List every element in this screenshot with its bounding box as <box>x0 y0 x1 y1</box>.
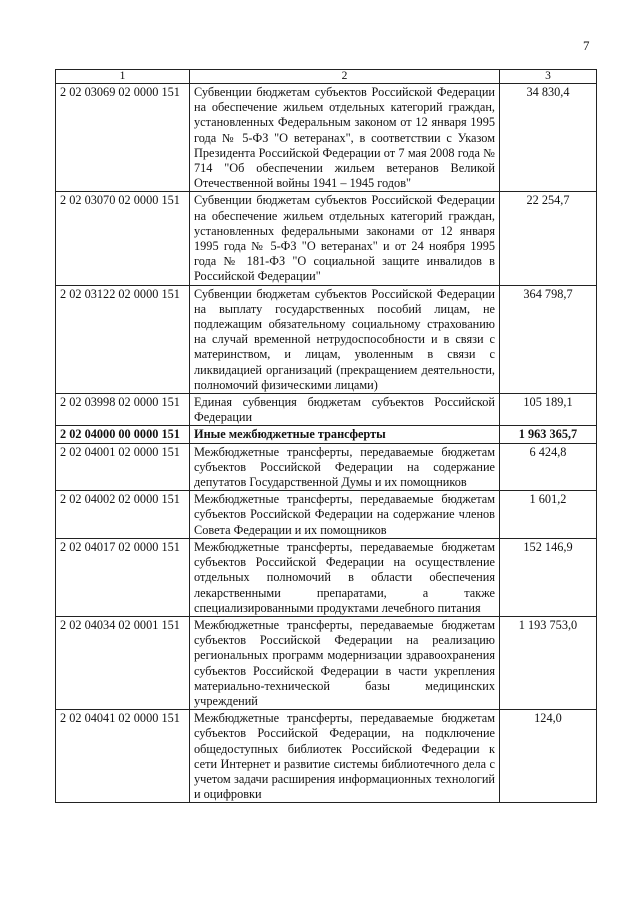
budget-description: Межбюджетные трансферты, передаваемые бюджетам субъектов Российской Федерации на осуществление отдельных полномочий в области обеспечения лекарственными препаратами, а также специализированными продуктами лечебного питания <box>190 538 500 616</box>
table-row <box>56 538 597 616</box>
budget-amount: 1 193 753,0 <box>500 616 597 709</box>
budget-code: 2 02 04001 02 0000 151 <box>56 443 190 491</box>
budget-description: Межбюджетные трансферты, передаваемые бюджетам субъектов Российской Федерации, на подключение общедоступных библиотек Российской Федерации к сети Интернет и развитие системы библиотечного дела с учетом задачи расширения информационных технологий и оцифровки <box>190 710 500 803</box>
budget-description: Межбюджетные трансферты, передаваемые бюджетам субъектов Российской Федерации на реализацию региональных программ модернизации здравоохранения субъектов Российской Федерации в части укрепления материально-технической базы медицинских учреждений <box>190 616 500 709</box>
budget-code: 2 02 04034 02 0001 151 <box>56 616 190 709</box>
budget-code: 2 02 03122 02 0000 151 <box>56 285 190 393</box>
budget-amount: 6 424,8 <box>500 443 597 491</box>
budget-amount: 1 963 365,7 <box>500 426 597 443</box>
budget-amount: 22 254,7 <box>500 192 597 285</box>
budget-amount: 124,0 <box>500 710 597 803</box>
budget-description: Межбюджетные трансферты, передаваемые бюджетам субъектов Российской Федерации на содержание депутатов Государственной Думы и их помощников <box>190 443 500 491</box>
budget-amount: 34 830,4 <box>500 84 597 192</box>
budget-code: 2 02 03070 02 0000 151 <box>56 192 190 285</box>
budget-amount: 152 146,9 <box>500 538 597 616</box>
table-row <box>56 192 597 285</box>
table-row <box>56 394 597 426</box>
table-row <box>56 443 597 491</box>
budget-amount: 1 601,2 <box>500 491 597 539</box>
page-number: 7 <box>583 38 590 53</box>
budget-amount: 364 798,7 <box>500 285 597 393</box>
table-header-row <box>56 70 597 84</box>
budget-code: 2 02 03998 02 0000 151 <box>56 394 190 426</box>
budget-table <box>55 69 597 803</box>
budget-code: 2 02 03069 02 0000 151 <box>56 84 190 192</box>
budget-code: 2 02 04002 02 0000 151 <box>56 491 190 539</box>
column-header-description: 2 <box>190 70 500 84</box>
budget-description: Межбюджетные трансферты, передаваемые бюджетам субъектов Российской Федерации на содержание членов Совета Федерации и их помощников <box>190 491 500 539</box>
budget-description: Субвенции бюджетам субъектов Российской Федерации на выплату государственных пособий лицам, не подлежащим обязательному социальному страхованию на случай временной нетрудоспособности и в связи с материнством, и лицам, уволенным в связи с ликвидацией организаций (прекращением деятельности, полномочий физическими лицами) <box>190 285 500 393</box>
table-row <box>56 285 597 393</box>
table-row <box>56 710 597 803</box>
budget-description: Субвенции бюджетам субъектов Российской Федерации на обеспечение жильем отдельных категорий граждан, установленных федеральными законами от 12 января 1995 года № 5-ФЗ "О ветеранах" и от 24 ноября 1995 года № 181-ФЗ "О социальной защите инвалидов в Российской Федерации" <box>190 192 500 285</box>
budget-code: 2 02 04017 02 0000 151 <box>56 538 190 616</box>
budget-amount: 105 189,1 <box>500 394 597 426</box>
table-row-section-total <box>56 426 597 443</box>
table-row <box>56 616 597 709</box>
budget-code: 2 02 04000 00 0000 151 <box>56 426 190 443</box>
column-header-amount: 3 <box>500 70 597 84</box>
budget-description: Субвенции бюджетам субъектов Российской Федерации на обеспечение жильем отдельных категорий граждан, установленных Федеральным законом от 12 января 1995 года № 5-ФЗ "О ветеранах", в соответствии с Указом Президента Российской Федерации от 7 мая 2008 года № 714 "Об обеспечении жильем ветеранов Великой Отечественной войны 1941 – 1945 годов" <box>190 84 500 192</box>
column-header-code: 1 <box>56 70 190 84</box>
budget-code: 2 02 04041 02 0000 151 <box>56 710 190 803</box>
budget-description: Иные межбюджетные трансферты <box>190 426 500 443</box>
table-row <box>56 491 597 539</box>
budget-description: Единая субвенция бюджетам субъектов Российской Федерации <box>190 394 500 426</box>
table-row <box>56 84 597 192</box>
